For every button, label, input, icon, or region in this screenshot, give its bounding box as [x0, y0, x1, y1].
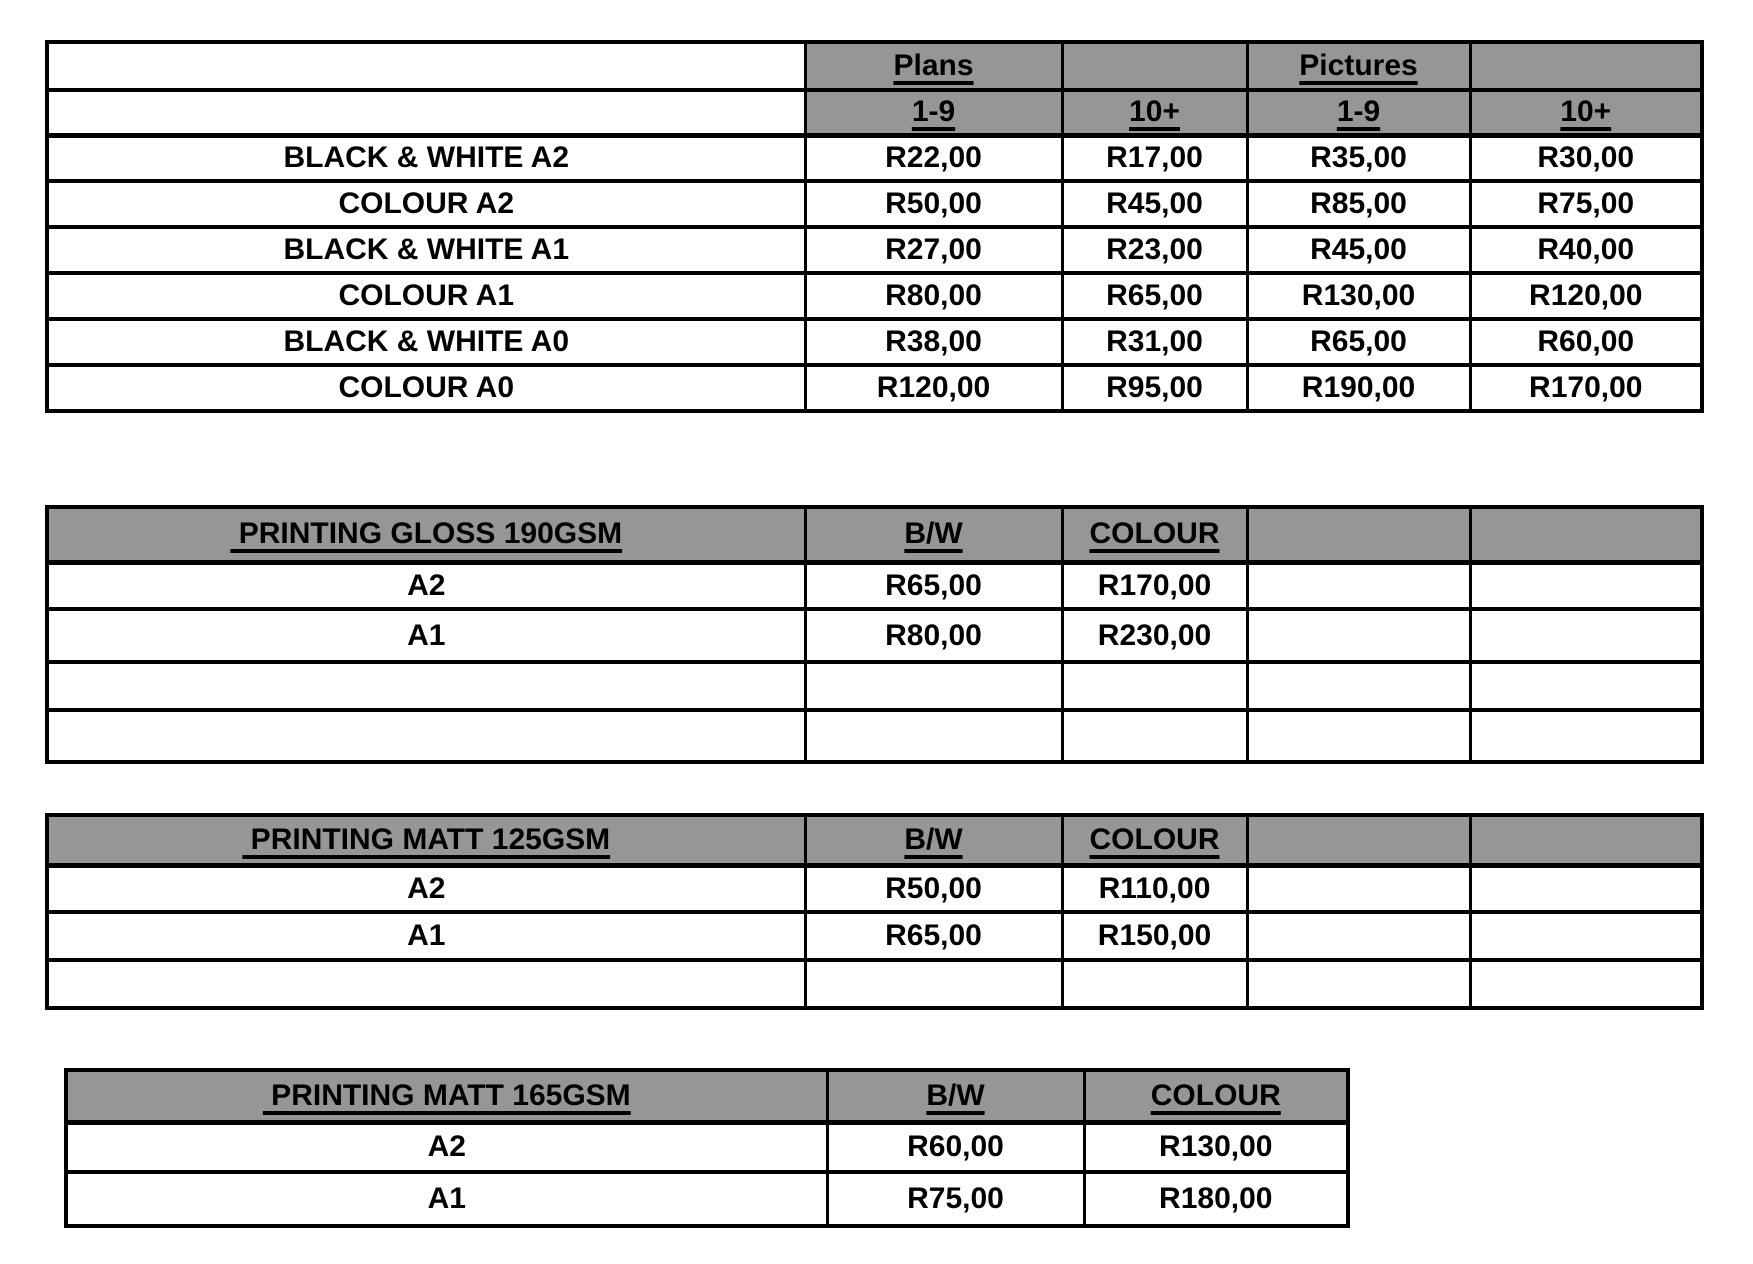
header-row — [47, 507, 1702, 562]
bw-header-label: B/W — [904, 517, 963, 551]
row-label-cell: A2 — [66, 1122, 827, 1172]
header-cell-pictures — [1247, 42, 1470, 90]
table-row — [47, 365, 1702, 411]
colour-header-label: COLOUR — [1150, 1078, 1281, 1112]
header-cell-colour — [1062, 815, 1247, 865]
header-cell-plans — [805, 42, 1062, 90]
table-row — [47, 319, 1702, 365]
price-cell: R75,00 — [1470, 181, 1702, 227]
price-cell: R80,00 — [805, 273, 1062, 319]
empty-cell — [1470, 609, 1702, 662]
empty-cell — [1062, 662, 1247, 710]
row-label-cell: A1 — [47, 912, 805, 960]
empty-cell — [1470, 912, 1702, 960]
price-cell: R130,00 — [1247, 273, 1470, 319]
column-group-label-plans: Plans — [893, 49, 974, 82]
pricing-table-matt-125gsm — [45, 813, 1704, 1010]
table-row — [47, 562, 1702, 609]
price-cell: R95,00 — [1062, 365, 1247, 411]
qty-header-label: 1-9 — [1336, 95, 1381, 129]
empty-row — [47, 662, 1702, 710]
column-group-label-pictures: Pictures — [1299, 49, 1418, 82]
price-cell: R60,00 — [827, 1122, 1084, 1172]
price-cell: R120,00 — [805, 365, 1062, 411]
table-row — [66, 1122, 1348, 1172]
group-header-row — [47, 42, 1702, 90]
price-cell: R50,00 — [805, 865, 1062, 912]
colour-header-label: COLOUR — [1089, 517, 1220, 551]
price-cell: R150,00 — [1062, 912, 1247, 960]
table-title-cell — [47, 507, 805, 562]
price-cell: R35,00 — [1247, 135, 1470, 181]
empty-cell — [1247, 562, 1470, 609]
header-cell-qty — [1247, 90, 1470, 135]
corner-cell — [47, 42, 805, 90]
row-label-cell: COLOUR A2 — [47, 181, 805, 227]
empty-cell — [1062, 960, 1247, 1008]
header-cell-qty — [1062, 90, 1247, 135]
price-cell: R27,00 — [805, 227, 1062, 273]
colour-header-label: COLOUR — [1089, 822, 1220, 856]
empty-cell — [1247, 662, 1470, 710]
row-label-cell: A2 — [47, 865, 805, 912]
header-cell-empty — [1062, 42, 1247, 90]
price-cell: R190,00 — [1247, 365, 1470, 411]
corner-cell — [47, 90, 805, 135]
header-cell-empty — [1470, 507, 1702, 562]
empty-cell — [805, 662, 1062, 710]
header-cell-bw — [805, 815, 1062, 865]
header-cell-colour — [1084, 1070, 1348, 1122]
header-cell-empty — [1247, 507, 1470, 562]
price-cell: R230,00 — [1062, 609, 1247, 662]
bw-header-label: B/W — [904, 822, 963, 856]
header-cell-qty — [1470, 90, 1702, 135]
table-row — [47, 609, 1702, 662]
price-cell: R180,00 — [1084, 1172, 1348, 1226]
header-cell-bw — [827, 1070, 1084, 1122]
row-label-cell: BLACK & WHITE A1 — [47, 227, 805, 273]
header-row — [47, 815, 1702, 865]
bw-header-label: B/W — [926, 1078, 985, 1112]
row-label-cell: BLACK & WHITE A0 — [47, 319, 805, 365]
empty-row — [47, 710, 1702, 762]
price-cell: R65,00 — [805, 912, 1062, 960]
header-cell-bw — [805, 507, 1062, 562]
table-title-cell — [47, 815, 805, 865]
empty-cell — [47, 960, 805, 1008]
empty-cell — [47, 662, 805, 710]
header-cell-empty — [1470, 42, 1702, 90]
price-cell: R80,00 — [805, 609, 1062, 662]
table-row — [47, 227, 1702, 273]
price-cell: R22,00 — [805, 135, 1062, 181]
price-cell: R31,00 — [1062, 319, 1247, 365]
empty-cell — [1470, 662, 1702, 710]
price-cell: R65,00 — [805, 562, 1062, 609]
header-cell-qty — [805, 90, 1062, 135]
empty-cell — [1062, 710, 1247, 762]
header-cell-empty — [1247, 815, 1470, 865]
empty-cell — [47, 710, 805, 762]
empty-cell — [1247, 960, 1470, 1008]
pricing-table-gloss-190gsm — [45, 505, 1704, 764]
pricing-table-plans-pictures — [45, 40, 1704, 413]
price-cell: R65,00 — [1247, 319, 1470, 365]
price-cell: R45,00 — [1062, 181, 1247, 227]
table-title: PRINTING MATT 125GSM — [242, 822, 611, 856]
row-label-cell: BLACK & WHITE A2 — [47, 135, 805, 181]
table-row — [47, 865, 1702, 912]
price-cell: R17,00 — [1062, 135, 1247, 181]
table-row — [47, 135, 1702, 181]
empty-cell — [1247, 912, 1470, 960]
empty-cell — [1470, 562, 1702, 609]
price-cell: R110,00 — [1062, 865, 1247, 912]
qty-header-label: 10+ — [1560, 95, 1612, 129]
empty-cell — [805, 960, 1062, 1008]
qty-header-label: 10+ — [1129, 95, 1180, 129]
price-cell: R30,00 — [1470, 135, 1702, 181]
qty-header-row — [47, 90, 1702, 135]
row-label-cell: A1 — [66, 1172, 827, 1226]
row-label-cell: COLOUR A0 — [47, 365, 805, 411]
table-row — [47, 273, 1702, 319]
empty-cell — [1470, 710, 1702, 762]
price-cell: R130,00 — [1084, 1122, 1348, 1172]
price-cell: R50,00 — [805, 181, 1062, 227]
empty-cell — [1470, 960, 1702, 1008]
row-label-cell: COLOUR A1 — [47, 273, 805, 319]
empty-cell — [1247, 710, 1470, 762]
price-cell: R40,00 — [1470, 227, 1702, 273]
qty-header-label: 1-9 — [911, 95, 956, 129]
empty-row — [47, 960, 1702, 1008]
table-row — [66, 1172, 1348, 1226]
table-title-cell — [66, 1070, 827, 1122]
empty-cell — [1247, 609, 1470, 662]
price-cell: R170,00 — [1470, 365, 1702, 411]
header-row — [66, 1070, 1348, 1122]
price-cell: R60,00 — [1470, 319, 1702, 365]
header-cell-empty — [1470, 815, 1702, 865]
price-cell: R23,00 — [1062, 227, 1247, 273]
row-label-cell: A1 — [47, 609, 805, 662]
table-title: PRINTING GLOSS 190GSM — [230, 517, 623, 551]
empty-cell — [1247, 865, 1470, 912]
empty-cell — [1470, 865, 1702, 912]
price-cell: R75,00 — [827, 1172, 1084, 1226]
price-cell: R170,00 — [1062, 562, 1247, 609]
price-cell: R85,00 — [1247, 181, 1470, 227]
empty-cell — [805, 710, 1062, 762]
price-cell: R120,00 — [1470, 273, 1702, 319]
price-cell: R65,00 — [1062, 273, 1247, 319]
row-label-cell: A2 — [47, 562, 805, 609]
pricing-table-matt-165gsm — [64, 1068, 1350, 1228]
table-row — [47, 181, 1702, 227]
price-cell: R38,00 — [805, 319, 1062, 365]
table-title: PRINTING MATT 165GSM — [262, 1078, 631, 1112]
price-cell: R45,00 — [1247, 227, 1470, 273]
header-cell-colour — [1062, 507, 1247, 562]
table-row — [47, 912, 1702, 960]
